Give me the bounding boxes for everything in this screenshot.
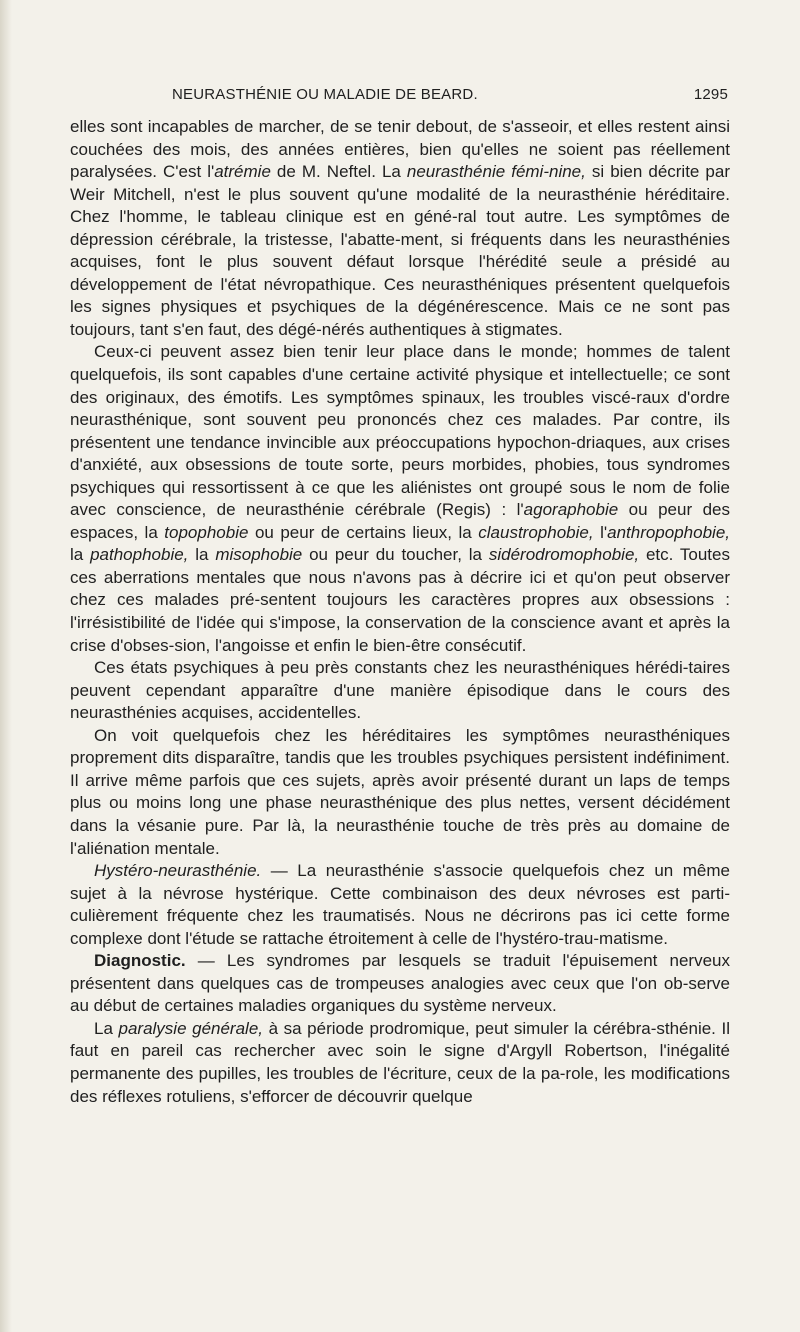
running-header: [168, 86, 728, 103]
italic-term: neurasthénie fémi-nine,: [406, 162, 586, 182]
paragraph: [70, 860, 730, 950]
text-run: elles sont incapables de marcher, de se tenir debout, de s'asseoir, et elles restent ainsi couchées des mois, des années entières, bien qu'elles ne soient pas réellement paralysées. C'est l': [70, 117, 730, 182]
paragraph: [70, 950, 730, 1018]
text-run: la: [188, 545, 216, 565]
italic-term: atrémie: [214, 162, 271, 182]
text-run: à sa période prodromique, peut simuler la cérébra-sthénie. Il faut en pareil cas rechercher avec soin le signe d'Argyll Robertson, l'inégalité permanente des pupilles, les troubles de l'écriture, ceux de la pa-role, les modifications des réflexes rotuliens, s'efforcer de découvrir quelque: [70, 1018, 730, 1106]
paragraph: [70, 657, 730, 725]
italic-term: anthropophobie,: [607, 522, 730, 542]
italic-term: pathophobie,: [90, 545, 189, 565]
page-number: 1295: [693, 86, 728, 103]
italic-term: Hystéro-neurasthénie.: [94, 861, 262, 881]
running-title: NEURASTHÉNIE OU MALADIE DE BEARD.: [172, 86, 478, 103]
italic-term: topophobie: [164, 522, 249, 542]
italic-term: sidérodromophobie,: [488, 545, 640, 565]
text-run: de M. Neftel. La: [270, 162, 407, 182]
paragraph: [70, 725, 730, 860]
paragraph: [70, 1018, 730, 1108]
text-run: — Les syndromes par lesquels se traduit l'épuisement nerveux présentent dans quelques cas de trompeuses analogies avec ceux que l'on ob-serve au début de certaines maladies organiques du système nerveux.: [70, 951, 730, 1016]
text-run: la: [70, 545, 91, 565]
body-text: [70, 116, 730, 1108]
text-run: l': [593, 522, 608, 542]
page-binding-shadow: [0, 0, 12, 1332]
italic-term: agoraphobie: [523, 500, 619, 520]
italic-term: paralysie générale,: [118, 1018, 264, 1038]
section-heading: Diagnostic.: [94, 951, 186, 971]
text-run: On voit quelquefois chez les héréditaires les symptômes neurasthéniques proprement dits disparaître, tandis que les troubles psychiques persistent indéfiniment. Il arrive même parfois que ces sujets, après avoir présenté durant un laps de temps plus ou moins long une phase neurasthénique des plus nettes, versent décidément dans la vésanie pure. Par là, la neurasthénie touche de très près au domaine de l'aliénation mentale.: [70, 725, 730, 858]
text-run: Ces états psychiques à peu près constants chez les neurasthéniques hérédi-taires peuvent cependant apparaître d'une manière épisodique dans le cours des neurasthénies acquises, accidentelles.: [70, 658, 730, 723]
text-run: etc. Toutes ces aberrations mentales que nous n'avons pas à décrire ici et qu'on peut observer chez ces malades pré-sentent toujours les caractères propres aux obsessions : l'irrésistibilité de l'idée qui s'impose, la conservation de la conscience avant et après la crise d'obses-sion, l'angoisse et enfin le bien-être consécutif.: [70, 545, 730, 655]
paragraph: [70, 341, 730, 657]
text-run: Ceux-ci peuvent assez bien tenir leur place dans le monde; hommes de talent quelquefois, ils sont capables d'une certaine activité physique et intellectuelle; ce sont des originaux, des émotifs. Les symptômes spinaux, les troubles viscé-raux d'ordre neurasthénique, sont souvent peu prononcés chez ces malades. Par contre, ils présentent une tendance invincible aux préoccupations hypochon-driaques, aux crises d'anxiété, aux obsessions de toute sorte, peurs morbides, phobies, tous syndromes psychiques qui ressortissent à ce que les aliénistes ont groupé sous le nom de folie avec conscience, de neurasthénie cérébrale (Regis) : l': [70, 342, 730, 520]
text-run: si bien décrite par Weir Mitchell, n'est le plus souvent qu'une modalité de la neurasthénie héréditaire. Chez l'homme, le tableau clinique est en géné-ral tout autre. Les symptômes de dépression cérébrale, la tristesse, l'abatte-ment, si fréquents dans les neurasthénies acquises, font le plus souvent défaut lorsque l'hérédité seule a présidé au développement de l'état névropathique. Ces neurasthéniques présentent quelquefois les signes physiques et psychiques de la dégénérescence. Mais ce ne sont pas toujours, tant s'en faut, des dégé-nérés authentiques à stigmates.: [70, 162, 730, 339]
paragraph: [70, 116, 730, 341]
text-run: ou peur du toucher, la: [302, 545, 489, 565]
text-run: — La neurasthénie s'associe quelquefois chez un même sujet à la névrose hystérique. Cette combinaison des deux névroses est parti-culièrement fréquente chez les traumatisés. Nous ne décrirons pas ici cette forme complexe dont l'étude se rattache étroitement à celle de l'hystéro-trau-matisme.: [70, 861, 730, 948]
italic-term: misophobie: [215, 545, 303, 565]
italic-term: claustrophobie,: [478, 522, 594, 542]
text-run: ou peur de certains lieux, la: [248, 522, 479, 542]
text-run: ou peur des espaces, la: [70, 500, 730, 542]
text-run: La: [94, 1018, 119, 1038]
